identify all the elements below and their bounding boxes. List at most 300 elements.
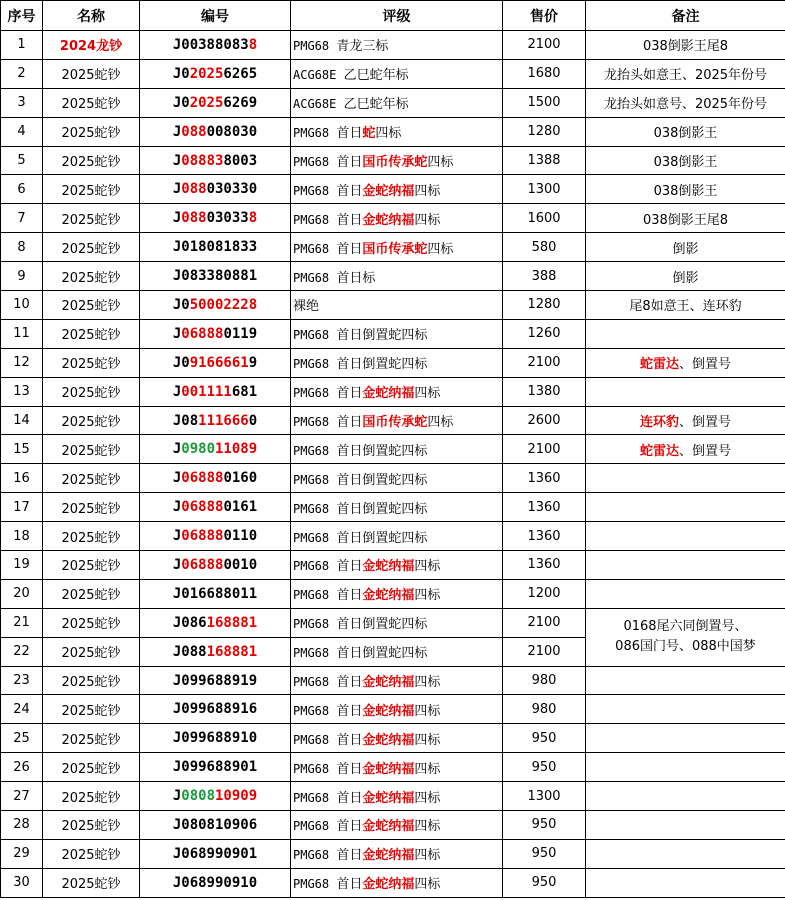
cell-serial (140, 579, 291, 608)
cell-serial (140, 811, 291, 840)
text-segment: 088 (181, 210, 207, 227)
text-segment: 0110 (223, 528, 258, 545)
text-segment: 青龙三标 (336, 39, 389, 55)
cell-index: 25 (1, 724, 43, 753)
text-segment: 168881 (206, 614, 258, 631)
cell-note (586, 377, 785, 406)
cell-index: 8 (1, 233, 43, 262)
cell-index: 29 (1, 839, 43, 868)
cell-name (43, 435, 140, 464)
text-segment: 2025蛇钞 (61, 155, 121, 170)
text-segment: 2025蛇钞 (61, 415, 121, 431)
cell-price: 1300 (503, 782, 586, 811)
header-serial: 编号 (140, 1, 291, 31)
table-row (1, 59, 785, 88)
text-segment: 首日倒置蛇四标 (336, 530, 428, 546)
text-segment: 首日 (336, 877, 363, 893)
cell-serial (140, 233, 291, 262)
cell-note (586, 88, 785, 117)
text-segment: 6269 (223, 94, 258, 111)
text-segment: 03033 (206, 210, 249, 227)
cell-grade (291, 868, 503, 897)
text-segment: 2025蛇钞 (61, 443, 121, 459)
text-segment: 龙抬头如意号、2025年份号 (603, 97, 768, 113)
text-segment: J083380881 (172, 268, 258, 285)
text-segment: 2025 (189, 65, 224, 82)
text-segment: 金蛇纳福 (362, 819, 415, 835)
text-segment: 四标 (414, 588, 441, 604)
cell-grade (291, 117, 503, 146)
text-segment: 金蛇纳福 (362, 675, 415, 691)
cell-name (43, 839, 140, 868)
cell-grade (291, 146, 503, 175)
text-segment: 首日倒置蛇四标 (336, 617, 428, 633)
text-segment: 国币传承蛇 (362, 155, 428, 170)
text-segment: PMG68 (293, 530, 337, 545)
cell-serial (140, 88, 291, 117)
text-segment: 四标 (414, 675, 441, 691)
table-row (1, 377, 785, 406)
text-segment: PMG68 (293, 675, 337, 690)
text-segment: J016688011 (172, 585, 258, 602)
cell-note (586, 319, 785, 348)
table-row (1, 117, 785, 146)
text-segment: PMG68 (293, 732, 337, 747)
cell-price: 2600 (503, 406, 586, 435)
table-row (1, 233, 785, 262)
cell-price: 950 (503, 839, 586, 868)
cell-index: 12 (1, 348, 43, 377)
text-segment: PMG68 (293, 617, 337, 632)
cell-serial (140, 291, 291, 320)
text-segment: 2025蛇钞 (61, 183, 121, 199)
cell-grade (291, 493, 503, 522)
text-segment: 2025蛇钞 (61, 790, 121, 806)
cell-serial (140, 175, 291, 204)
text-segment: 0980 (181, 441, 215, 458)
text-segment: 8 (248, 36, 258, 53)
cell-note (586, 175, 785, 204)
table-row (1, 811, 785, 840)
cell-note (586, 811, 785, 840)
text-segment: 2025蛇钞 (61, 530, 121, 546)
text-segment: PMG68 (293, 155, 337, 169)
text-segment: 、倒置号 (679, 443, 732, 459)
text-segment: 首日 (336, 415, 363, 431)
text-segment: 四标 (414, 877, 441, 893)
text-segment: 金蛇纳福 (362, 183, 415, 199)
cell-name (43, 319, 140, 348)
text-segment: 、倒置号 (679, 415, 732, 431)
cell-index: 13 (1, 377, 43, 406)
cell-price: 1500 (503, 88, 586, 117)
text-segment: 首日 (336, 588, 363, 604)
cell-serial (140, 666, 291, 695)
text-segment: 尾8如意王、连环豹 (629, 299, 742, 315)
text-segment: 088 (181, 181, 207, 198)
cell-name (43, 608, 140, 637)
text-segment: J099688901 (172, 759, 258, 776)
cell-serial (140, 493, 291, 522)
text-segment: 裸绝 (293, 299, 320, 315)
table-row (1, 406, 785, 435)
cell-price: 1300 (503, 175, 586, 204)
text-segment: J (172, 181, 182, 198)
text-segment: 倒影 (672, 270, 699, 286)
text-segment: 2025蛇钞 (61, 212, 121, 228)
cell-grade (291, 839, 503, 868)
text-segment: 2025蛇钞 (61, 819, 121, 835)
text-segment: PMG68 (293, 761, 337, 776)
text-segment: J068990910 (172, 874, 258, 891)
text-segment: 10909 (215, 788, 258, 805)
text-segment: PMG68 (293, 588, 337, 603)
cell-price: 2100 (503, 637, 586, 666)
cell-grade (291, 753, 503, 782)
text-segment: PMG68 (293, 328, 337, 343)
cell-index: 24 (1, 695, 43, 724)
table-row (1, 695, 785, 724)
cell-name (43, 146, 140, 175)
cell-name (43, 377, 140, 406)
cell-name (43, 666, 140, 695)
cell-grade (291, 637, 503, 666)
cell-index: 6 (1, 175, 43, 204)
text-segment: J080810906 (172, 816, 258, 833)
text-segment: 2025蛇钞 (61, 761, 121, 777)
text-segment: 金蛇纳福 (362, 877, 415, 893)
text-segment: 6265 (223, 65, 258, 82)
text-segment: 四标 (414, 559, 441, 575)
text-segment: J0 (172, 65, 190, 82)
text-segment: 首日 (336, 703, 363, 719)
cell-name (43, 291, 140, 320)
text-segment: 038倒影王尾8 (642, 39, 729, 55)
cell-name (43, 262, 140, 291)
text-segment: 2025蛇钞 (61, 703, 121, 719)
cell-grade (291, 377, 503, 406)
text-segment: 首日 (336, 155, 363, 170)
table-row (1, 204, 785, 233)
text-segment: 0010 (223, 556, 258, 573)
cell-grade (291, 88, 503, 117)
cell-name (43, 31, 140, 60)
header-grade: 评级 (291, 1, 503, 31)
text-segment: ACG68E (293, 68, 344, 83)
table-row (1, 31, 785, 60)
text-segment: J (172, 470, 182, 487)
table-row (1, 175, 785, 204)
text-segment: 111666 (198, 412, 249, 429)
text-segment: PMG68 (293, 183, 337, 198)
cell-note (586, 782, 785, 811)
text-segment: 2025蛇钞 (61, 126, 121, 142)
cell-serial (140, 868, 291, 897)
table-row (1, 666, 785, 695)
cell-index: 28 (1, 811, 43, 840)
cell-name (43, 579, 140, 608)
cell-index: 23 (1, 666, 43, 695)
cell-name (43, 782, 140, 811)
text-segment: 06888 (181, 499, 224, 516)
text-segment: 06888 (181, 325, 224, 342)
text-segment: 06888 (181, 556, 224, 573)
text-segment: 首日 (336, 126, 363, 142)
cell-price: 1360 (503, 493, 586, 522)
text-segment: 首日标 (336, 270, 376, 286)
cell-name (43, 637, 140, 666)
text-segment: 金蛇纳福 (362, 559, 415, 575)
cell-serial (140, 464, 291, 493)
cell-name (43, 406, 140, 435)
text-segment: 038倒影王 (653, 126, 718, 142)
text-segment: J099688916 (172, 701, 258, 718)
text-segment: 2025蛇钞 (61, 241, 121, 257)
cell-index: 20 (1, 579, 43, 608)
text-segment: 0808 (181, 788, 215, 805)
cell-name (43, 348, 140, 377)
cell-index: 11 (1, 319, 43, 348)
text-segment: J (172, 325, 182, 342)
text-segment: 2025蛇钞 (61, 299, 121, 315)
text-segment: PMG68 (293, 501, 337, 516)
text-segment: 首日 (336, 559, 363, 575)
text-segment: 首日倒置蛇四标 (336, 472, 428, 488)
text-segment: 蛇 (362, 126, 376, 142)
text-segment: 2025 (189, 94, 224, 111)
cell-index: 1 (1, 31, 43, 60)
cell-serial (140, 522, 291, 551)
text-segment: 四标 (414, 703, 441, 719)
cell-grade (291, 551, 503, 580)
text-segment: 首日倒置蛇四标 (336, 357, 428, 373)
cell-index: 7 (1, 204, 43, 233)
text-segment: PMG68 (293, 877, 337, 892)
cell-price: 580 (503, 233, 586, 262)
text-segment: ACG68E (293, 97, 344, 112)
text-segment: PMG68 (293, 357, 337, 372)
cell-serial (140, 117, 291, 146)
cell-name (43, 117, 140, 146)
cell-serial (140, 348, 291, 377)
text-segment: 四标 (414, 732, 441, 748)
cell-price: 1360 (503, 551, 586, 580)
text-segment: PMG68 (293, 790, 337, 805)
cell-note (586, 348, 785, 377)
cell-note (586, 146, 785, 175)
text-segment: 2025蛇钞 (61, 386, 121, 402)
cell-index: 10 (1, 291, 43, 320)
cell-grade (291, 175, 503, 204)
cell-grade (291, 348, 503, 377)
cell-serial (140, 695, 291, 724)
table-row (1, 839, 785, 868)
text-segment: 首日 (336, 790, 363, 806)
table-row (1, 493, 785, 522)
text-segment: 2025蛇钞 (61, 97, 121, 113)
text-segment: 038倒影王 (653, 155, 718, 170)
text-segment: 金蛇纳福 (362, 588, 415, 604)
text-segment: 8003 (223, 152, 258, 169)
text-segment: 乙巳蛇年标 (343, 97, 409, 113)
text-segment: 连环豹 (639, 415, 679, 431)
text-segment: 2024龙钞 (59, 39, 123, 55)
cell-price: 1680 (503, 59, 586, 88)
text-segment: 681 (231, 383, 258, 400)
cell-grade (291, 319, 503, 348)
cell-price: 1200 (503, 579, 586, 608)
table-row (1, 435, 785, 464)
cell-serial (140, 319, 291, 348)
text-segment: J088 (172, 643, 207, 660)
text-segment: 0161 (223, 499, 258, 516)
cell-serial (140, 724, 291, 753)
text-segment: 9 (248, 354, 258, 371)
text-segment: PMG68 (293, 212, 337, 227)
cell-grade (291, 233, 503, 262)
cell-index: 4 (1, 117, 43, 146)
cell-serial (140, 377, 291, 406)
text-segment: 2025蛇钞 (61, 617, 121, 633)
cell-note (586, 291, 785, 320)
cell-note (586, 59, 785, 88)
text-segment: 国币传承蛇 (362, 415, 428, 431)
text-segment: 四标 (414, 819, 441, 835)
text-segment: PMG68 (293, 241, 337, 256)
text-segment: 四标 (414, 386, 441, 402)
text-segment: PMG68 (293, 559, 337, 574)
cell-serial (140, 839, 291, 868)
table-row (1, 262, 785, 291)
table-row (1, 88, 785, 117)
cell-note (586, 868, 785, 897)
cell-price: 1380 (503, 377, 586, 406)
text-segment: 首日倒置蛇四标 (336, 501, 428, 517)
text-segment: 2025蛇钞 (61, 559, 121, 575)
cell-index: 15 (1, 435, 43, 464)
cell-grade (291, 31, 503, 60)
text-segment: 030330 (206, 181, 258, 198)
text-segment: 2025蛇钞 (61, 588, 121, 604)
cell-name (43, 811, 140, 840)
cell-serial (140, 204, 291, 233)
cell-index: 17 (1, 493, 43, 522)
cell-serial (140, 753, 291, 782)
text-segment: J08 (172, 412, 199, 429)
text-segment: 2025蛇钞 (61, 848, 121, 864)
text-segment: 2025蛇钞 (61, 357, 121, 373)
text-segment: 2025蛇钞 (61, 270, 121, 286)
table-row (1, 522, 785, 551)
cell-index: 16 (1, 464, 43, 493)
cell-note (586, 753, 785, 782)
cell-price: 1280 (503, 291, 586, 320)
text-segment: 首日倒置蛇四标 (336, 646, 428, 662)
cell-note (586, 204, 785, 233)
cell-grade (291, 464, 503, 493)
cell-note (586, 579, 785, 608)
text-segment: 四标 (427, 155, 454, 170)
cell-note (586, 262, 785, 291)
table-row (1, 753, 785, 782)
text-segment: 9166661 (189, 354, 249, 371)
text-segment: J (172, 499, 182, 516)
text-segment: J018081833 (172, 239, 258, 256)
cell-price: 950 (503, 811, 586, 840)
cell-serial (140, 31, 291, 60)
text-segment: PMG68 (293, 270, 337, 285)
text-segment: 金蛇纳福 (362, 732, 415, 748)
header-price: 售价 (503, 1, 586, 31)
text-segment: 首日 (336, 241, 363, 257)
text-segment: 2025蛇钞 (61, 675, 121, 691)
text-segment: 2025蛇钞 (61, 732, 121, 748)
cell-name (43, 551, 140, 580)
text-segment: 首日 (336, 732, 363, 748)
cell-index: 2 (1, 59, 43, 88)
text-segment: 0160 (223, 470, 258, 487)
text-segment: 金蛇纳福 (362, 761, 415, 777)
text-segment: 、倒置号 (679, 357, 732, 373)
text-segment: 2025蛇钞 (61, 328, 121, 344)
header-note: 备注 (586, 1, 785, 31)
cell-grade (291, 579, 503, 608)
cell-name (43, 88, 140, 117)
header-name: 名称 (43, 1, 140, 31)
table-row (1, 551, 785, 580)
text-segment: 086国门号、088中国梦 (615, 639, 756, 655)
text-segment: PMG68 (293, 819, 337, 834)
cell-index: 19 (1, 551, 43, 580)
text-segment: 国币传承蛇 (362, 241, 428, 257)
cell-index: 9 (1, 262, 43, 291)
text-segment: 金蛇纳福 (362, 212, 415, 228)
cell-serial (140, 262, 291, 291)
text-segment: 50002228 (189, 296, 258, 313)
text-segment: 2025蛇钞 (61, 646, 121, 662)
text-segment: 首日 (336, 761, 363, 777)
text-segment: PMG68 (293, 39, 337, 54)
cell-note (586, 406, 785, 435)
text-segment: 0168尾六同倒置号、 (623, 619, 748, 635)
cell-serial (140, 435, 291, 464)
header-row (1, 1, 785, 31)
cell-serial (140, 608, 291, 637)
text-segment: PMG68 (293, 703, 337, 718)
cell-grade (291, 522, 503, 551)
cell-price: 1360 (503, 464, 586, 493)
cell-price: 388 (503, 262, 586, 291)
cell-note (586, 551, 785, 580)
text-segment: J0 (172, 94, 190, 111)
cell-grade (291, 782, 503, 811)
cell-serial (140, 59, 291, 88)
text-segment: PMG68 (293, 126, 337, 141)
cell-price: 980 (503, 666, 586, 695)
cell-index: 18 (1, 522, 43, 551)
cell-grade (291, 59, 503, 88)
text-segment: PMG68 (293, 848, 337, 863)
text-segment: PMG68 (293, 443, 337, 458)
cell-note (586, 233, 785, 262)
text-segment: 四标 (414, 183, 441, 199)
text-segment: 四标 (414, 761, 441, 777)
text-segment: 金蛇纳福 (362, 703, 415, 719)
cell-serial (140, 146, 291, 175)
text-segment: 四标 (414, 848, 441, 864)
text-segment: 首日 (336, 183, 363, 199)
text-segment: 四标 (414, 212, 441, 228)
